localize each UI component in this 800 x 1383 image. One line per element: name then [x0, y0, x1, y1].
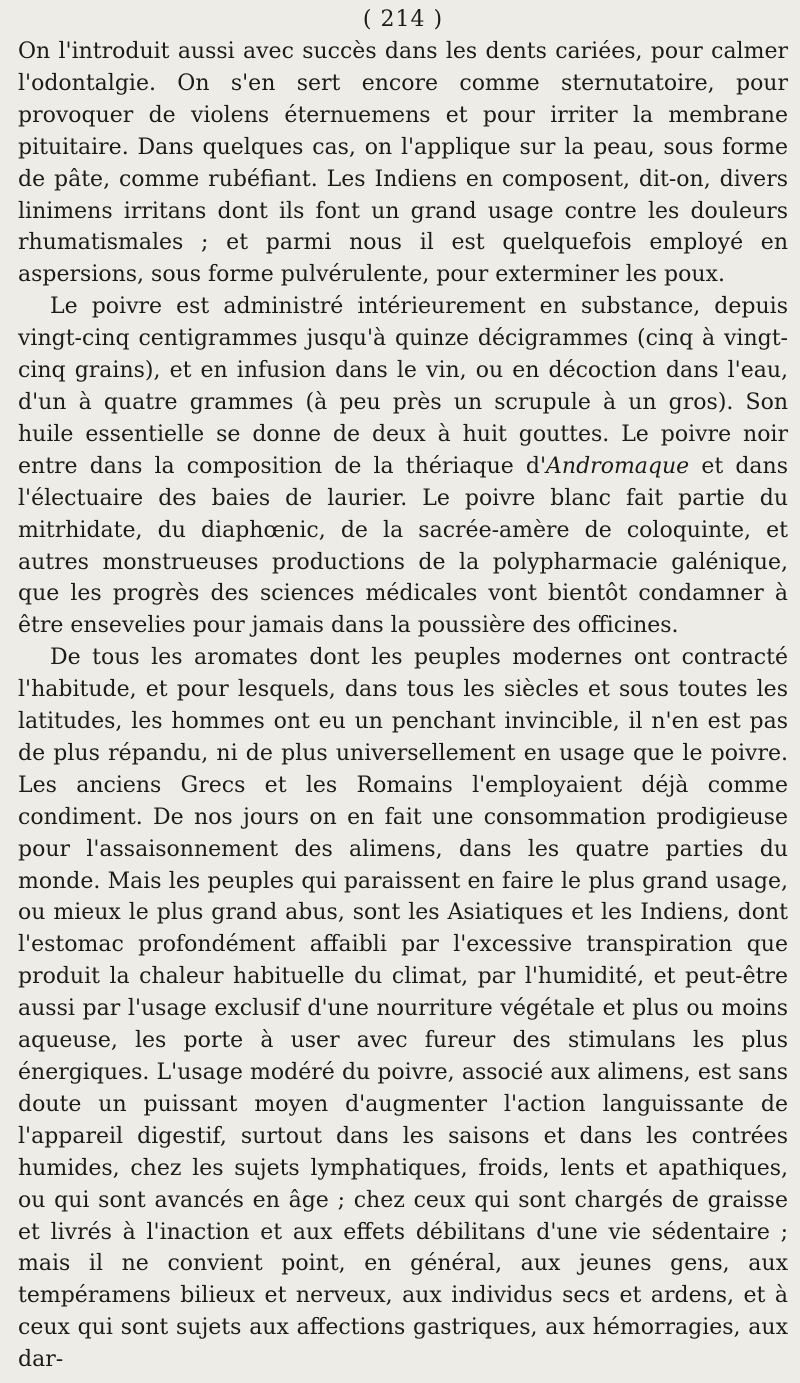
- body-text: [18, 36, 788, 1376]
- paragraph-1-text: On l'introduit aussi avec succès dans les dents cariées, pour calmer l'odontalgie. On s'en sert encore comme sternutatoire, pour provoquer de violens éternuemens et pour irriter la membrane pituitaire. Dans quelques cas, on l'applique sur la peau, sous forme de pâte, comme rubéfiant. Les Indiens en composent, dit-on, divers linimens irritans dont ils font un grand usage contre les douleurs rhumatismales ; et parmi nous il est quelquefois employé en aspersions, sous forme pulvérulente, pour exterminer les poux.: [18, 39, 788, 288]
- paragraph-2-text-end: et dans l'électuaire des baies de laurier. Le poivre blanc fait partie du mitrhidate, du diaphœnic, de la sacrée-amère de coloquinte, et autres monstrueuses productions de la polypharmacie galénique, que les progrès des sciences médicales vont bientôt condamner à être ensevelies pour jamais dans la poussière des officines.: [18, 453, 788, 639]
- paragraph-3-text: De tous les aromates dont les peuples modernes ont contracté l'habitude, et pour lesquels, dans tous les siècles et sous toutes les latitudes, les hommes ont eu un penchant invincible, il n'en est pas de plus répandu, ni de plus universellement en usage que le poivre. Les anciens Grecs et les Romains l'employaient déjà comme condiment. De nos jours on en fait une consommation prodigieuse pour l'assaisonnement des alimens, dans les quatre parties du monde. Mais les peuples qui paraissent en faire le plus grand usage, ou mieux le plus grand abus, sont les Asiatiques et les Indiens, dont l'estomac profondément affaibli par l'excessive transpiration que produit la chaleur habituelle du climat, par l'humidité, et peut-être aussi par l'usage exclusif d'une nourriture végétale et plus ou moins aqueuse, les porte à user avec fureur des stimulans les plus énergiques. L'usage modéré du poivre, associé aux alimens, est sans doute un puissant moyen d'augmenter l'action languissante de l'appareil digestif, surtout dans les saisons et dans les contrées humides, chez les sujets lymphatiques, froids, lents et apathiques, ou qui sont avancés en âge ; chez ceux qui sont chargés de graisse et livrés à l'inaction et aux effets débilitans d'une vie sédentaire ; mais il ne convient point, en général, aux jeunes gens, aux tempéramens bilieux et nerveux, aux individus secs et ardens, et à ceux qui sont sujets aux affections gastriques, aux hémorragies, aux dar-: [18, 645, 788, 1373]
- paragraph-2: [18, 291, 788, 642]
- page-number: ( 214 ): [362, 7, 444, 32]
- paragraph-3: [18, 642, 788, 1376]
- paragraph-1: [18, 36, 788, 291]
- italic-word: Andromaque: [546, 453, 690, 479]
- paragraph-2-text-start: Le poivre est administré intérieurement en substance, depuis vingt-cinq centigrammes jusqu'à quinze décigrammes (cinq à vingt-cinq grains), et en infusion dans le vin, ou en décoction dans l'eau, d'un à quatre grammes (à peu près un scrupule à un gros). Son huile essentielle se donne de deux à huit gouttes. Le poivre noir entre dans la composition de la thériaque d': [18, 294, 788, 479]
